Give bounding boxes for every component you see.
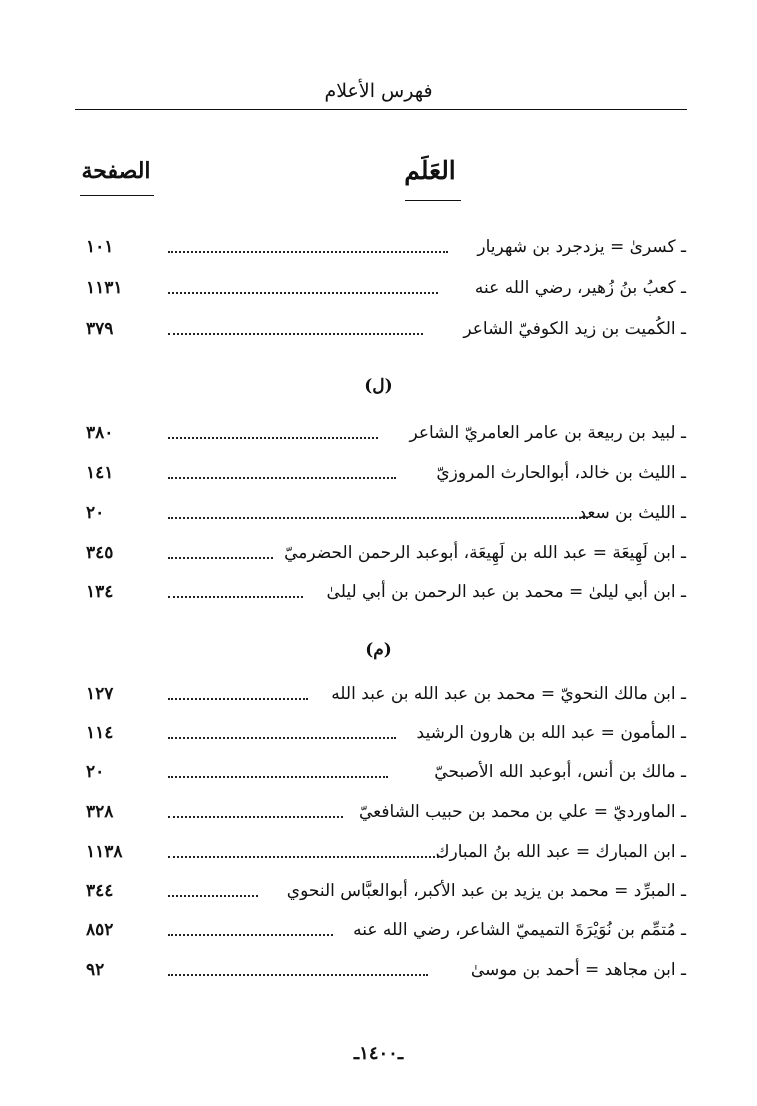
entry-name: ـ الماورديّ = علي بن محمد بن حبيب الشافعيّ [359, 802, 686, 822]
dot-leader [168, 856, 443, 858]
page-folio: ـ١٤٠٠ـ [353, 1043, 404, 1064]
dot-leader [168, 895, 258, 897]
dot-leader [168, 737, 396, 739]
entry-page: ٣٢٨ [86, 802, 114, 822]
section-letter-lam: (ل) [364, 376, 393, 396]
dot-leader [168, 292, 438, 294]
entry-name: ـ الكُميت بن زيد الكوفيّ الشاعر [463, 319, 686, 339]
column-heading-name: العَلَم [404, 156, 456, 185]
index-entry [86, 458, 686, 488]
entry-page: ١٢٧ [86, 684, 114, 704]
entry-page: ٩٢ [86, 960, 105, 980]
entry-page: ١٤١ [86, 463, 114, 483]
column-heading-name-underline [405, 200, 461, 201]
index-entry [86, 538, 686, 568]
entry-page: ٣٨٠ [86, 423, 114, 443]
dot-leader [168, 934, 333, 936]
entry-name: ـ مالك بن أنس، أبوعبد الله الأصبحيّ [434, 762, 686, 782]
entry-name: ـ المأمون = عبد الله بن هارون الرشيد [416, 723, 686, 743]
entry-name: ـ ابن لَهِيعَة = عبد الله بن لَهِيعَة، أبوعبد الرحمن الحضرميّ [284, 543, 686, 563]
index-entry [86, 577, 686, 607]
index-entry [86, 418, 686, 448]
dot-leader [168, 517, 588, 519]
index-entry [86, 314, 686, 344]
dot-leader [168, 251, 448, 253]
entry-page: ١٣٤ [86, 582, 114, 602]
entry-page: ١٠١ [86, 237, 114, 257]
entry-name: ـ ابن المبارك = عبد الله بنُ المبارك [435, 842, 686, 862]
dot-leader [168, 816, 343, 818]
entry-page: ١١٣٨ [86, 842, 123, 862]
dot-leader [168, 477, 396, 479]
index-entry [86, 876, 686, 906]
index-entry [86, 679, 686, 709]
dot-leader [168, 596, 303, 598]
column-heading-page-underline [80, 195, 154, 196]
dot-leader [168, 557, 273, 559]
entry-page: ٨٥٢ [86, 920, 114, 940]
entry-name: ـ ابن أبي ليلىٰ = محمد بن عبد الرحمن بن أبي ليلىٰ [326, 582, 686, 602]
entry-name: ـ المبرِّد = محمد بن يزيد بن عبد الأكبر، أبوالعبَّاس النحوي [286, 881, 686, 901]
index-entry [86, 915, 686, 945]
entry-name: ـ الليث بن خالد، أبوالحارث المروزيّ [436, 463, 686, 483]
running-head: فهرس الأعلام [324, 80, 433, 102]
index-entry [86, 955, 686, 985]
entry-page: ١١٣١ [86, 278, 123, 298]
index-entry [86, 232, 686, 262]
index-entry [86, 837, 686, 867]
dot-leader [168, 698, 308, 700]
dot-leader [168, 974, 428, 976]
entry-name: ـ ابن مجاهد = أحمد بن موسىٰ [470, 960, 686, 980]
column-heading-page: الصفحة [81, 158, 151, 184]
entry-name: ـ مُتمِّم بن نُوَيْرَةَ التميميّ الشاعر، رضي الله عنه [353, 920, 686, 940]
entry-name: ـ الليث بن سعد [578, 503, 686, 523]
index-entry [86, 273, 686, 303]
entry-page: ٣٤٤ [86, 881, 114, 901]
entry-page: ٢٠ [86, 762, 105, 782]
entry-page: ١١٤ [86, 723, 114, 743]
entry-name: ـ لبيد بن ربيعة بن عامر العامريّ الشاعر [409, 423, 686, 443]
entry-name: ـ كسرىٰ = يزدجرد بن شهريار [477, 237, 686, 257]
index-entry [86, 797, 686, 827]
entry-page: ٢٠ [86, 503, 105, 523]
entry-name: ـ كعبُ بنُ زُهير، رضي الله عنه [474, 278, 686, 298]
entry-page: ٣٤٥ [86, 543, 114, 563]
entry-name: ـ ابن مالك النحويّ = محمد بن عبد الله بن عبد الله [331, 684, 686, 704]
dot-leader [168, 776, 388, 778]
dot-leader [168, 437, 378, 439]
entry-page: ٣٧٩ [86, 319, 114, 339]
index-entry [86, 718, 686, 748]
running-head-rule [75, 109, 687, 110]
index-entry [86, 498, 686, 528]
index-entry [86, 757, 686, 787]
section-letter-mim: (م) [365, 640, 392, 660]
dot-leader [168, 333, 423, 335]
